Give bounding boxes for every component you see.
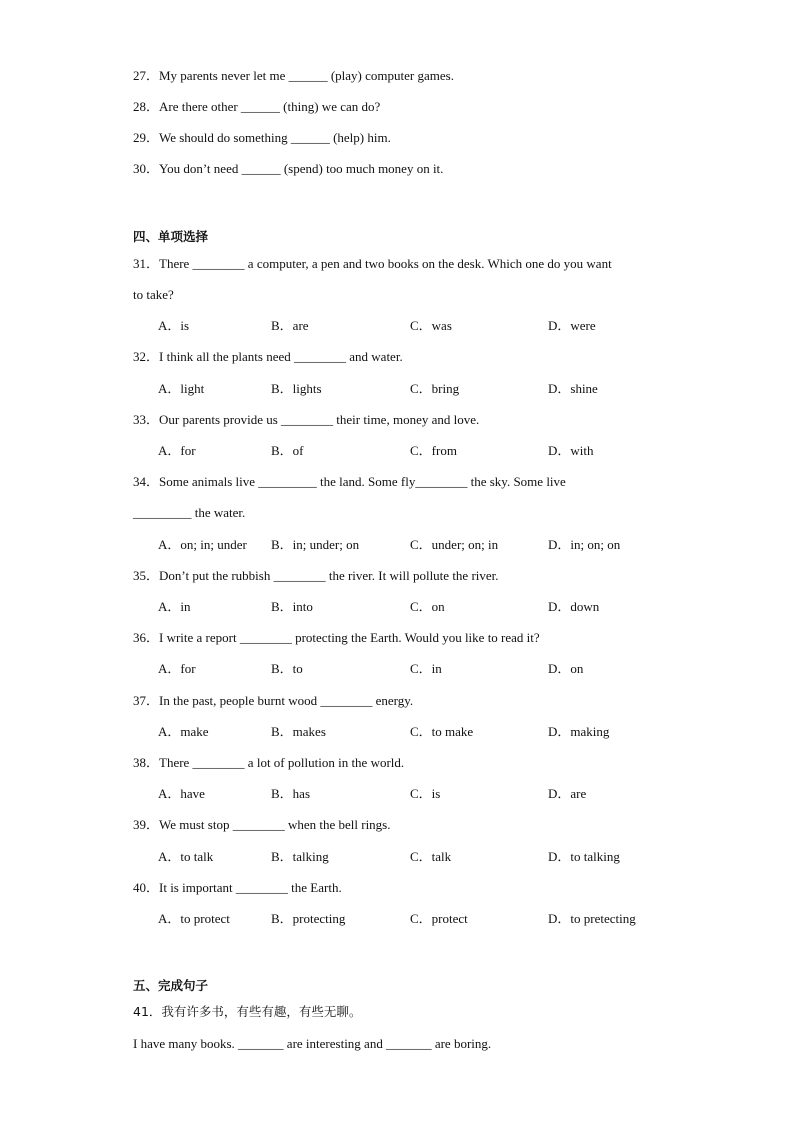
q31-option-d: D．were	[548, 318, 596, 333]
question-30: 30．You don’t need ______ (spend) too much money on it.	[133, 161, 444, 176]
q31-option-b: B．are	[271, 318, 309, 333]
q33-option-c: C．from	[410, 443, 457, 458]
q36-option-b: B．to	[271, 661, 303, 676]
q40-option-c: C．protect	[410, 911, 468, 926]
q36-option-d: D．on	[548, 661, 584, 676]
q36-option-c: C．in	[410, 661, 442, 676]
question-29: 29．We should do something ______ (help) him.	[133, 130, 391, 145]
q38-option-c: C．is	[410, 786, 441, 801]
q39-option-b: B．talking	[271, 849, 329, 864]
q33-option-a: A．for	[158, 443, 196, 458]
q40-option-b: B．protecting	[271, 911, 346, 926]
q34-option-a: A．on; in; under	[158, 537, 247, 552]
q35-option-c: C．on	[410, 599, 445, 614]
q40-option-d: D．to pretecting	[548, 911, 636, 926]
q39-option-d: D．to talking	[548, 849, 620, 864]
q35-option-a: A．in	[158, 599, 191, 614]
question-39-stem: 39．We must stop ________ when the bell rings.	[133, 817, 391, 832]
q37-option-c: C．to make	[410, 724, 474, 739]
section-heading-5: 五、完成句子	[133, 978, 209, 993]
q37-option-a: A．make	[158, 724, 209, 739]
q38-option-b: B．has	[271, 786, 311, 801]
question-34-cont: _________ the water.	[133, 505, 246, 520]
q32-option-c: C．bring	[410, 381, 460, 396]
question-40-stem: 40．It is important ________ the Earth.	[133, 880, 342, 895]
section-heading-4: 四、单项选择	[133, 229, 209, 244]
q33-option-b: B．of	[271, 443, 304, 458]
q40-option-a: A．to protect	[158, 911, 230, 926]
question-41-english: I have many books. _______ are interesting and _______ are boring.	[133, 1036, 492, 1051]
question-31-cont: to take?	[133, 287, 174, 302]
q31-option-c: C．was	[410, 318, 452, 333]
question-27: 27．My parents never let me ______ (play) computer games.	[133, 68, 454, 83]
question-35-stem: 35．Don’t put the rubbish ________ the river. It will pollute the river.	[133, 568, 499, 583]
q32-option-b: B．lights	[271, 381, 322, 396]
q37-option-b: B．makes	[271, 724, 326, 739]
q37-option-d: D．making	[548, 724, 610, 739]
q34-option-c: C．under; on; in	[410, 537, 499, 552]
q32-option-d: D．shine	[548, 381, 598, 396]
question-37-stem: 37．In the past, people burnt wood ________ energy.	[133, 693, 414, 708]
question-41-chinese: 41．我有许多书，有些有趣，有些无聊。	[133, 1004, 362, 1019]
question-36-stem: 36．I write a report ________ protecting the Earth. Would you like to read it?	[133, 630, 540, 645]
q39-option-c: C．talk	[410, 849, 452, 864]
question-32-stem: 32．I think all the plants need ________ and water.	[133, 349, 403, 364]
q31-option-a: A．is	[158, 318, 190, 333]
q38-option-a: A．have	[158, 786, 205, 801]
question-33-stem: 33．Our parents provide us ________ their time, money and love.	[133, 412, 480, 427]
q33-option-d: D．with	[548, 443, 594, 458]
q34-option-b: B．in; under; on	[271, 537, 360, 552]
q36-option-a: A．for	[158, 661, 196, 676]
question-28: 28．Are there other ______ (thing) we can do?	[133, 99, 381, 114]
question-38-stem: 38．There ________ a lot of pollution in the world.	[133, 755, 405, 770]
q35-option-b: B．into	[271, 599, 313, 614]
q39-option-a: A．to talk	[158, 849, 214, 864]
question-34-stem: 34．Some animals live _________ the land. Some fly________ the sky. Some live	[133, 474, 566, 489]
q32-option-a: A．light	[158, 381, 205, 396]
q35-option-d: D．down	[548, 599, 600, 614]
q38-option-d: D．are	[548, 786, 587, 801]
question-31-stem: 31．There ________ a computer, a pen and two books on the desk. Which one do you want	[133, 256, 612, 271]
q34-option-d: D．in; on; on	[548, 537, 621, 552]
